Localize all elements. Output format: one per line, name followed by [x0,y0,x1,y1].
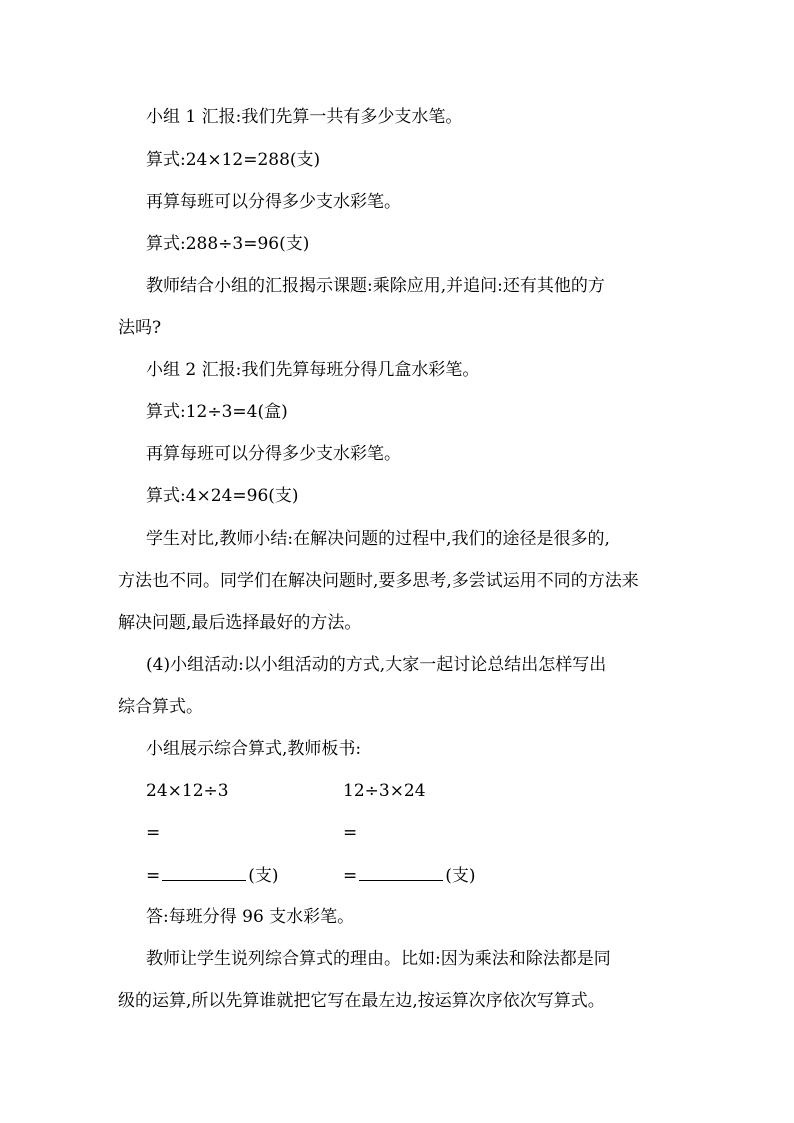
teacher-summary-line-2: 法吗? [118,318,162,338]
right-equals-1: = [343,823,358,843]
left-expression: 24×12÷3 [146,781,229,801]
activity-line-1: (4)小组活动:以小组活动的方式,大家一起讨论总结出怎样写出 [146,655,607,675]
right-answer-blank [359,864,443,881]
formula-4: 算式:4×24=96(支) [146,486,299,506]
left-result-line [146,864,279,887]
text-line-8: 再算每班可以分得多少支水彩笔。 [146,444,401,464]
board-intro: 小组展示综合算式,教师板书: [146,739,362,759]
reason-line-1: 教师让学生说列综合算式的理由。比如:因为乘法和除法都是同 [146,949,611,969]
right-equals-2: = [343,866,358,886]
group1-report: 小组 1 汇报:我们先算一共有多少支水笔。 [146,107,463,127]
right-expression: 12÷3×24 [343,781,426,801]
right-result-line [343,864,476,887]
left-unit: (支) [248,866,279,886]
activity-line-2: 综合算式。 [118,697,203,717]
group2-report: 小组 2 汇报:我们先算每班分得几盒水彩笔。 [146,360,480,380]
answer-line: 答:每班分得 96 支水彩笔。 [146,907,355,927]
reason-line-2: 级的运算,所以先算谁就把它写在最左边,按运算次序依次写算式。 [118,991,605,1011]
right-unit: (支) [445,866,476,886]
conclusion-line-3: 解决问题,最后选择最好的方法。 [118,613,362,633]
formula-3: 算式:12÷3=4(盒) [146,402,288,422]
teacher-summary-line-1: 教师结合小组的汇报揭示课题:乘除应用,并追问:还有其他的方 [146,276,605,296]
left-equals-1: = [146,823,161,843]
conclusion-line-1: 学生对比,教师小结:在解决问题的过程中,我们的途径是很多的, [146,529,610,549]
conclusion-line-2: 方法也不同。同学们在解决问题时,要多思考,多尝试运用不同的方法来 [118,571,639,591]
text-line-3: 再算每班可以分得多少支水彩笔。 [146,192,401,212]
formula-2: 算式:288÷3=96(支) [146,234,310,254]
left-equals-2: = [146,866,161,886]
formula-1: 算式:24×12=288(支) [146,150,321,170]
left-answer-blank [162,864,246,881]
